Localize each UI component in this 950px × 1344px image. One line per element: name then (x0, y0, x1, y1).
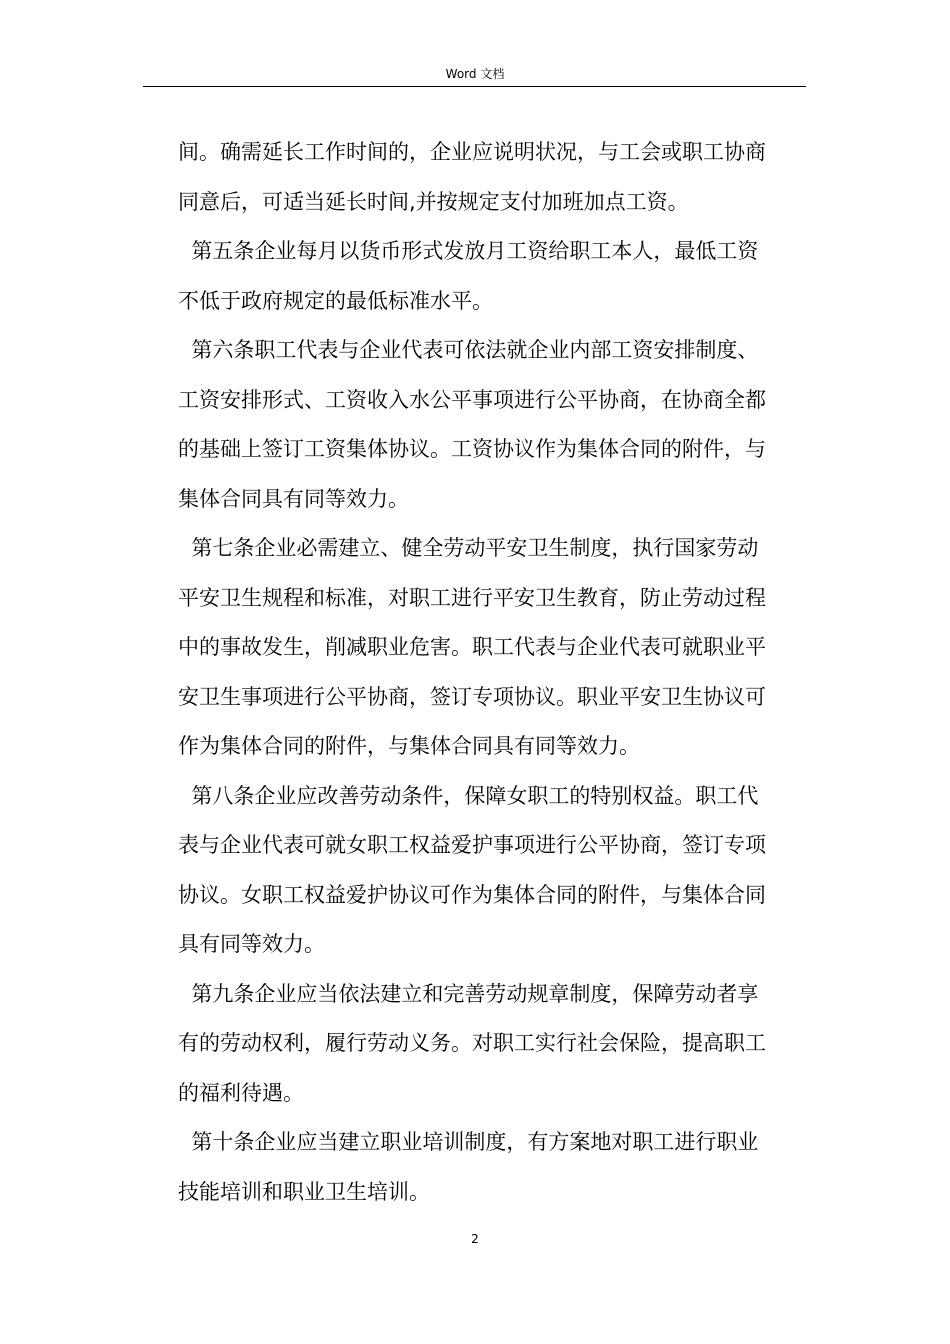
text-line: 第十条企业应当建立职业培训制度，有方案地对职工进行职业 (178, 1130, 759, 1154)
text-line: 第九条企业应当依法建立和完善劳动规章制度，保障劳动者享 (178, 981, 759, 1006)
text-line: 的福利待遇。 (178, 1080, 304, 1105)
document-body (178, 128, 808, 1217)
text-line: 第八条企业应改善劳动条件，保障女职工的特别权益。职工代 (178, 783, 759, 808)
paragraph (178, 970, 808, 1119)
text-line: 不低于政府规定的最低标准水平。 (178, 288, 493, 313)
text-line: 的基础上签订工资集体协议。工资协议作为集体合同的附件，与 (178, 437, 766, 461)
text-line: 工资安排形式、工资收入水公平事项进行公平协商，在协商全都 (178, 387, 766, 412)
text-line: 表与企业代表可就女职工权益爱护事项进行公平协商，签订专项 (178, 833, 766, 857)
page-footer (0, 1231, 950, 1247)
text-line: 平安卫生规程和标准，对职工进行平安卫生教育，防止劳动过程 (178, 585, 766, 610)
paragraph (178, 772, 808, 970)
paragraph (178, 128, 808, 227)
paragraph (178, 1118, 808, 1217)
text-line: 安卫生事项进行公平协商，签订专项协议。职业平安卫生协议可 (178, 684, 766, 709)
text-line: 中的事故发生，削减职业危害。职工代表与企业代表可就职业平 (178, 635, 766, 659)
text-line: 协议。女职工权益爱护协议可作为集体合同的附件，与集体合同 (178, 882, 766, 907)
text-line: 具有同等效力。 (178, 932, 325, 956)
text-line: 同意后，可适当延长时间,并按规定支付加班加点工资。 (178, 189, 689, 214)
text-line: 有的劳动权利，履行劳动义务。对职工实行社会保险，提高职工 (178, 1031, 766, 1055)
text-line: 作为集体合同的附件，与集体合同具有同等效力。 (178, 734, 640, 758)
text-line: 技能培训和职业卫生培训。 (178, 1179, 430, 1204)
paragraph (178, 524, 808, 772)
text-line: 第六条职工代表与企业代表可依法就企业内部工资安排制度、 (178, 338, 759, 362)
header-title: Word 文档 (445, 67, 505, 81)
page-header (0, 66, 950, 82)
page-number: 2 (471, 1232, 479, 1246)
text-line: 间。确需延长工作时间的，企业应说明状况，与工会或职工协商 (178, 140, 766, 164)
text-line: 第七条企业必需建立、健全劳动平安卫生制度，执行国家劳动 (178, 536, 759, 560)
text-line: 第五条企业每月以货币形式发放月工资给职工本人，最低工资 (178, 239, 759, 263)
header-divider (143, 86, 806, 87)
text-line: 集体合同具有同等效力。 (178, 486, 409, 511)
paragraph (178, 227, 808, 326)
paragraph (178, 326, 808, 524)
